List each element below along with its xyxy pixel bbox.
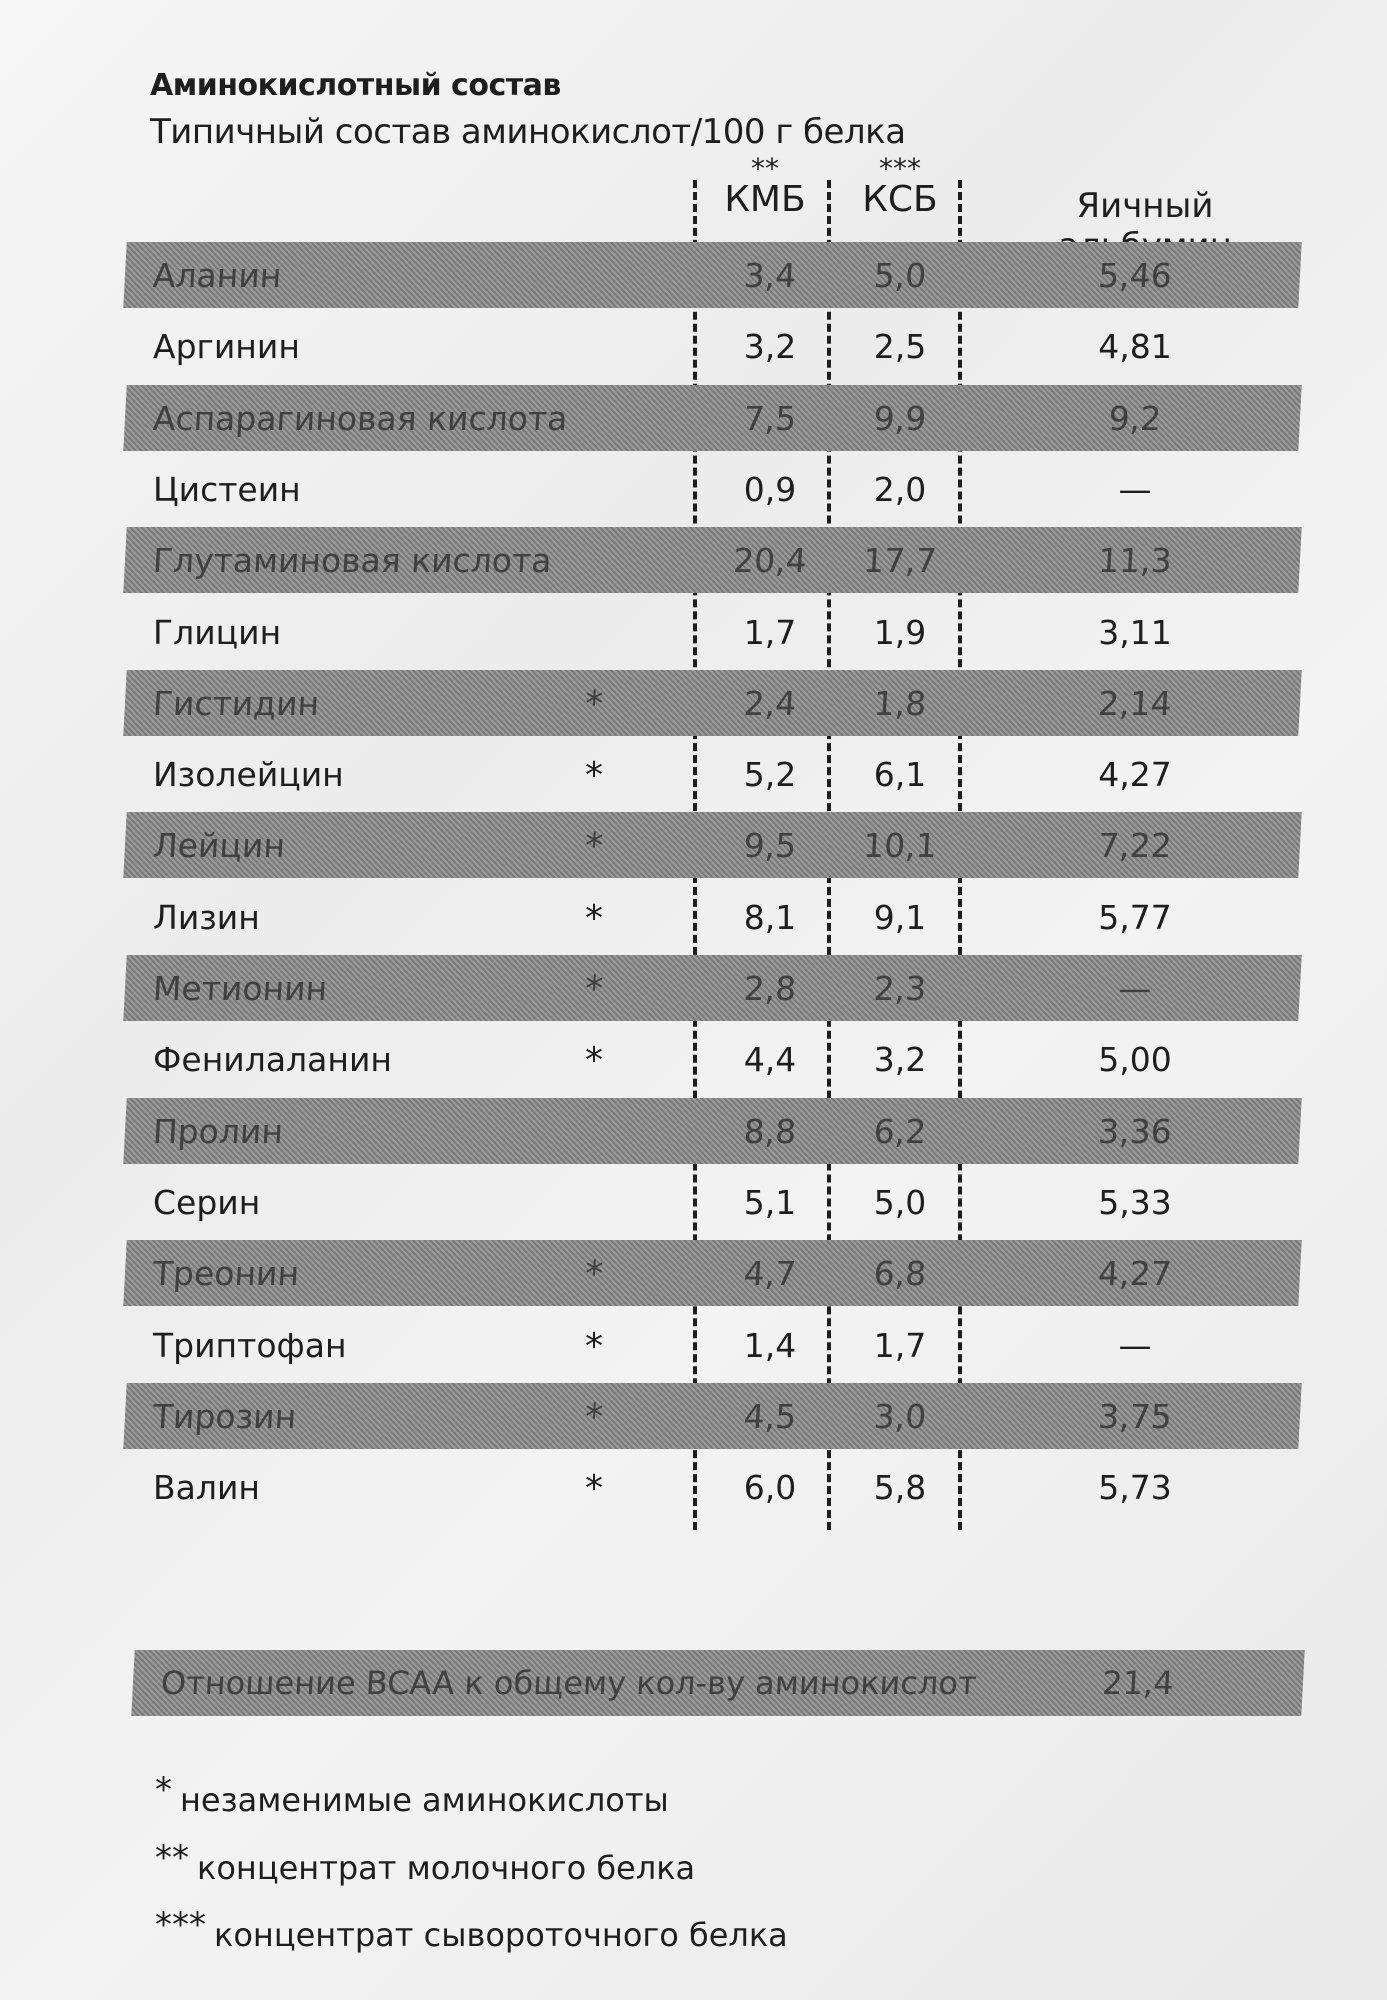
table-row <box>125 1454 1300 1520</box>
egg-albumin-value: 5,46 <box>1097 256 1173 295</box>
ksb-value: 6,8 <box>872 1254 928 1293</box>
footnote-ksb <box>155 1905 788 1954</box>
kmb-value: 1,7 <box>743 613 797 652</box>
kmb-value: 8,8 <box>742 1112 798 1151</box>
kmb-value: 0,9 <box>743 470 797 509</box>
ksb-value: 10,1 <box>862 826 938 865</box>
table-row <box>123 1098 1301 1164</box>
table-row <box>123 812 1301 878</box>
column-header-ksb-stars: *** <box>879 152 921 185</box>
essential-marker: * <box>583 1397 604 1438</box>
column-header-kmb-label: КМБ <box>724 179 806 220</box>
kmb-value: 4,4 <box>743 1040 797 1079</box>
kmb-value: 3,4 <box>742 256 798 295</box>
egg-albumin-value: 5,00 <box>1098 1040 1172 1079</box>
kmb-value: 4,5 <box>742 1397 798 1436</box>
egg-albumin-value: 4,27 <box>1098 755 1172 794</box>
table-row <box>125 884 1300 950</box>
ksb-value: 9,9 <box>872 399 928 438</box>
kmb-value: 3,2 <box>743 327 797 366</box>
footnote-stars: * <box>155 1770 172 1810</box>
egg-albumin-value: 5,73 <box>1098 1468 1172 1507</box>
amino-acid-name: Лейцин <box>151 826 287 865</box>
footnote-essential <box>155 1770 669 1819</box>
table-row <box>125 456 1300 522</box>
amino-acid-name: Аланин <box>151 256 283 295</box>
ksb-value: 2,5 <box>873 327 927 366</box>
essential-marker: * <box>585 1040 603 1081</box>
amino-acid-name: Триптофан <box>153 1326 347 1365</box>
essential-marker: * <box>585 898 603 939</box>
essential-marker: * <box>583 684 604 725</box>
table-row <box>123 385 1301 451</box>
footnote-stars: ** <box>155 1838 189 1878</box>
column-header-ksb-label: КСБ <box>862 179 938 220</box>
amino-acid-name: Пролин <box>151 1112 285 1151</box>
essential-marker: * <box>585 1468 603 1509</box>
egg-albumin-value: 5,77 <box>1098 898 1172 937</box>
bcaa-ratio-row <box>131 1650 1304 1716</box>
amino-acid-name: Серин <box>153 1183 261 1222</box>
table-row <box>125 741 1300 807</box>
egg-albumin-value: 4,27 <box>1097 1254 1173 1293</box>
kmb-value: 9,5 <box>742 826 798 865</box>
amino-acid-name: Изолейцин <box>153 755 344 794</box>
amino-acid-name: Глицин <box>153 613 282 652</box>
page-subtitle: Типичный состав аминокислот/100 г белка <box>150 112 906 152</box>
bcaa-ratio-label: Отношение BCAA к общему кол-ву аминокислот <box>160 1664 978 1702</box>
egg-albumin-value: — <box>1118 1326 1152 1365</box>
amino-acid-name: Глутаминовая кислота <box>151 541 553 580</box>
column-header-egg: Яичный <box>1076 186 1214 226</box>
amino-acid-name: Аспарагиновая кислота <box>151 399 569 438</box>
egg-albumin-value: 9,2 <box>1107 399 1163 438</box>
ksb-value: 1,7 <box>873 1326 927 1365</box>
ksb-value: 1,8 <box>872 684 928 723</box>
ksb-value: 5,8 <box>873 1468 927 1507</box>
column-header-kmb-stars: ** <box>751 152 779 185</box>
footnote-text: незаменимые аминокислоты <box>180 1781 669 1819</box>
kmb-value: 4,7 <box>742 1254 798 1293</box>
column-header-kmb <box>700 152 830 222</box>
egg-albumin-value: — <box>1118 470 1152 509</box>
kmb-value: 2,4 <box>742 684 798 723</box>
essential-marker: * <box>583 826 604 867</box>
table-row <box>123 242 1301 308</box>
bcaa-ratio-value: 21,4 <box>1101 1664 1175 1702</box>
egg-albumin-value: 2,14 <box>1097 684 1173 723</box>
column-header-ksb <box>835 152 965 222</box>
ksb-value: 2,3 <box>872 969 928 1008</box>
essential-marker: * <box>583 1254 604 1295</box>
table-row <box>125 1169 1300 1235</box>
egg-albumin-value: 3,36 <box>1097 1112 1173 1151</box>
ksb-value: 5,0 <box>873 1183 927 1222</box>
egg-albumin-value: 7,22 <box>1097 826 1173 865</box>
kmb-value: 6,0 <box>743 1468 797 1507</box>
kmb-value: 5,1 <box>743 1183 797 1222</box>
ksb-value: 9,1 <box>873 898 927 937</box>
kmb-value: 7,5 <box>742 399 798 438</box>
egg-albumin-value: 3,11 <box>1098 613 1172 652</box>
ksb-value: 6,2 <box>872 1112 928 1151</box>
table-row <box>125 313 1300 379</box>
table-row <box>123 1240 1301 1306</box>
kmb-value: 20,4 <box>732 541 808 580</box>
table-row <box>123 955 1301 1021</box>
table-row <box>123 527 1301 593</box>
kmb-value: 2,8 <box>742 969 798 1008</box>
table-row <box>125 599 1300 665</box>
amino-acid-name: Метионин <box>151 969 329 1008</box>
essential-marker: * <box>583 969 604 1010</box>
ksb-value: 17,7 <box>862 541 938 580</box>
ksb-value: 5,0 <box>872 256 928 295</box>
table-row <box>123 1383 1301 1449</box>
essential-marker: * <box>585 755 603 796</box>
amino-acid-name: Валин <box>153 1468 260 1507</box>
ksb-value: 3,0 <box>872 1397 928 1436</box>
amino-acid-name: Лизин <box>153 898 260 937</box>
page-title: Аминокислотный состав <box>150 68 561 103</box>
ksb-value: 2,0 <box>873 470 927 509</box>
essential-marker: * <box>585 1326 603 1367</box>
footnote-text: концентрат молочного белка <box>197 1849 696 1887</box>
amino-acid-name: Гистидин <box>151 684 321 723</box>
ksb-value: 6,1 <box>873 755 927 794</box>
amino-acid-name: Фенилаланин <box>153 1040 392 1079</box>
footnote-text: концентрат сывороточного белка <box>214 1916 788 1954</box>
kmb-value: 5,2 <box>743 755 797 794</box>
kmb-value: 1,4 <box>743 1326 797 1365</box>
egg-albumin-value: — <box>1117 969 1153 1008</box>
table-row <box>125 1026 1300 1092</box>
amino-acid-name: Тирозин <box>151 1397 298 1436</box>
table-row <box>123 670 1301 736</box>
ksb-value: 3,2 <box>873 1040 927 1079</box>
footnote-stars: *** <box>155 1905 206 1945</box>
amino-acid-name: Треонин <box>151 1254 301 1293</box>
egg-albumin-value: 4,81 <box>1098 327 1172 366</box>
table-row <box>125 1312 1300 1378</box>
egg-albumin-value: 3,75 <box>1097 1397 1173 1436</box>
egg-albumin-value: 5,33 <box>1098 1183 1172 1222</box>
amino-acid-name: Аргинин <box>153 327 300 366</box>
footnote-kmb <box>155 1838 695 1887</box>
amino-acid-name: Цистеин <box>153 470 301 509</box>
ksb-value: 1,9 <box>873 613 927 652</box>
kmb-value: 8,1 <box>743 898 797 937</box>
egg-albumin-value: 11,3 <box>1097 541 1173 580</box>
